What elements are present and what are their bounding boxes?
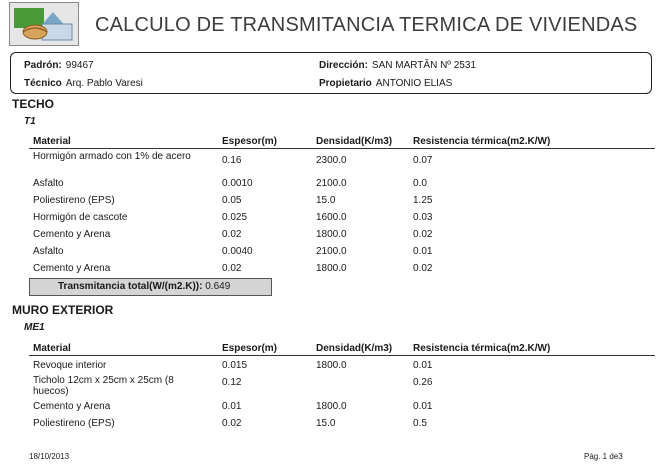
col-densidad: Densidad(K/m3) (316, 343, 393, 354)
cell-densidad: 2100.0 (316, 178, 347, 189)
cell-resistencia: 0.02 (413, 229, 433, 240)
table-header-techo (0, 136, 660, 152)
cell-resistencia: 0.01 (413, 401, 433, 412)
cell-densidad: 2300.0 (316, 155, 347, 166)
cell-resistencia: 0.26 (413, 377, 433, 388)
cell-resistencia: 0.01 (413, 360, 433, 371)
cell-densidad: 1800.0 (316, 263, 347, 274)
cell-densidad: 2100.0 (316, 246, 347, 257)
cell-espesor: 0.01 (222, 401, 242, 412)
tecnico-value: Arq. Pablo Varesi (65, 78, 143, 89)
cell-espesor: 0.02 (222, 229, 242, 240)
section-code-techo: T1 (24, 116, 36, 127)
total-transmittance-box (29, 278, 272, 296)
direccion-value: SAN MARTĂN Nº 2531 (371, 60, 476, 71)
cell-material: Ticholo 12cm x 25cm x 25cm (8 huecos) (33, 375, 174, 397)
cell-espesor: 0.16 (222, 155, 242, 166)
cell-resistencia: 0.0 (413, 178, 427, 189)
section-title-techo: TECHO (12, 97, 54, 111)
cell-resistencia: 0.07 (413, 155, 433, 166)
direccion-label: Dirección: (319, 60, 368, 71)
cell-densidad: 15.0 (316, 195, 336, 206)
cell-material: Cemento y Arena (33, 401, 111, 412)
col-resistencia: Resistencia térmica(m2.K/W) (413, 136, 551, 147)
cell-material: Revoque interior (33, 360, 107, 371)
cell-material: Poliestireno (EPS) (33, 418, 115, 429)
cell-resistencia: 0.01 (413, 246, 433, 257)
page-title: CALCULO DE TRANSMITANCIA TERMICA DE VIVIENDAS (95, 14, 638, 36)
propietario-field (319, 78, 452, 89)
col-espesor: Espesor(m) (222, 343, 278, 354)
cell-densidad: 1800.0 (316, 360, 347, 371)
cell-resistencia: 1.25 (413, 195, 433, 206)
cell-material: Poliestireno (EPS) (33, 195, 115, 206)
padron-value: 99467 (65, 60, 94, 71)
propietario-value: ANTONIO ELIAS (375, 78, 453, 89)
col-material: Material (33, 343, 71, 354)
total-label: Transmitancia total(W/(m2.K)): (58, 281, 203, 292)
cell-espesor: 0.02 (222, 418, 242, 429)
footer-page-number: Pág. 1 de3 (584, 452, 623, 461)
cell-espesor: 0.0010 (222, 178, 253, 189)
header-divider (29, 148, 655, 149)
app-logo-icon (9, 2, 79, 46)
cell-espesor: 0.015 (222, 360, 248, 371)
cell-densidad: 1600.0 (316, 212, 347, 223)
col-densidad: Densidad(K/m3) (316, 136, 393, 147)
footer-date: 18/10/2013 (29, 452, 70, 461)
cell-material: Cemento y Arena (33, 229, 111, 240)
tecnico-field (24, 78, 143, 89)
cell-material: Hormigón armado con 1% de acero (33, 151, 191, 162)
col-material: Material (33, 136, 71, 147)
cell-espesor: 0.0040 (222, 246, 253, 257)
table-header-muro (0, 343, 660, 359)
col-espesor: Espesor(m) (222, 136, 278, 147)
cell-resistencia: 0.03 (413, 212, 433, 223)
cell-material: Hormigón de cascote (33, 212, 128, 223)
cell-espesor: 0.025 (222, 212, 248, 223)
total-value: 0.649 (205, 281, 231, 292)
table-row (0, 418, 660, 438)
cell-material: Cemento y Arena (33, 263, 111, 274)
cell-densidad: 1800.0 (316, 401, 347, 412)
direccion-field (319, 60, 476, 71)
cell-resistencia: 0.02 (413, 263, 433, 274)
padron-label: Padrón: (24, 60, 62, 71)
cell-densidad: 1800.0 (316, 229, 347, 240)
table-row (0, 375, 660, 395)
padron-field (24, 60, 94, 71)
cell-espesor: 0.05 (222, 195, 242, 206)
cell-material: Asfalto (33, 178, 64, 189)
table-row (0, 151, 660, 171)
header-divider (29, 355, 655, 356)
cell-densidad: 15.0 (316, 418, 336, 429)
cell-espesor: 0.02 (222, 263, 242, 274)
section-title-muro: MURO EXTERIOR (12, 303, 114, 317)
cell-resistencia: 0.5 (413, 418, 427, 429)
propietario-label: Propietario (319, 78, 372, 89)
cell-material: Asfalto (33, 246, 64, 257)
col-resistencia: Resistencia térmica(m2.K/W) (413, 343, 551, 354)
cell-espesor: 0.12 (222, 377, 242, 388)
tecnico-label: Técnico (24, 78, 62, 89)
section-code-muro: ME1 (24, 322, 45, 333)
